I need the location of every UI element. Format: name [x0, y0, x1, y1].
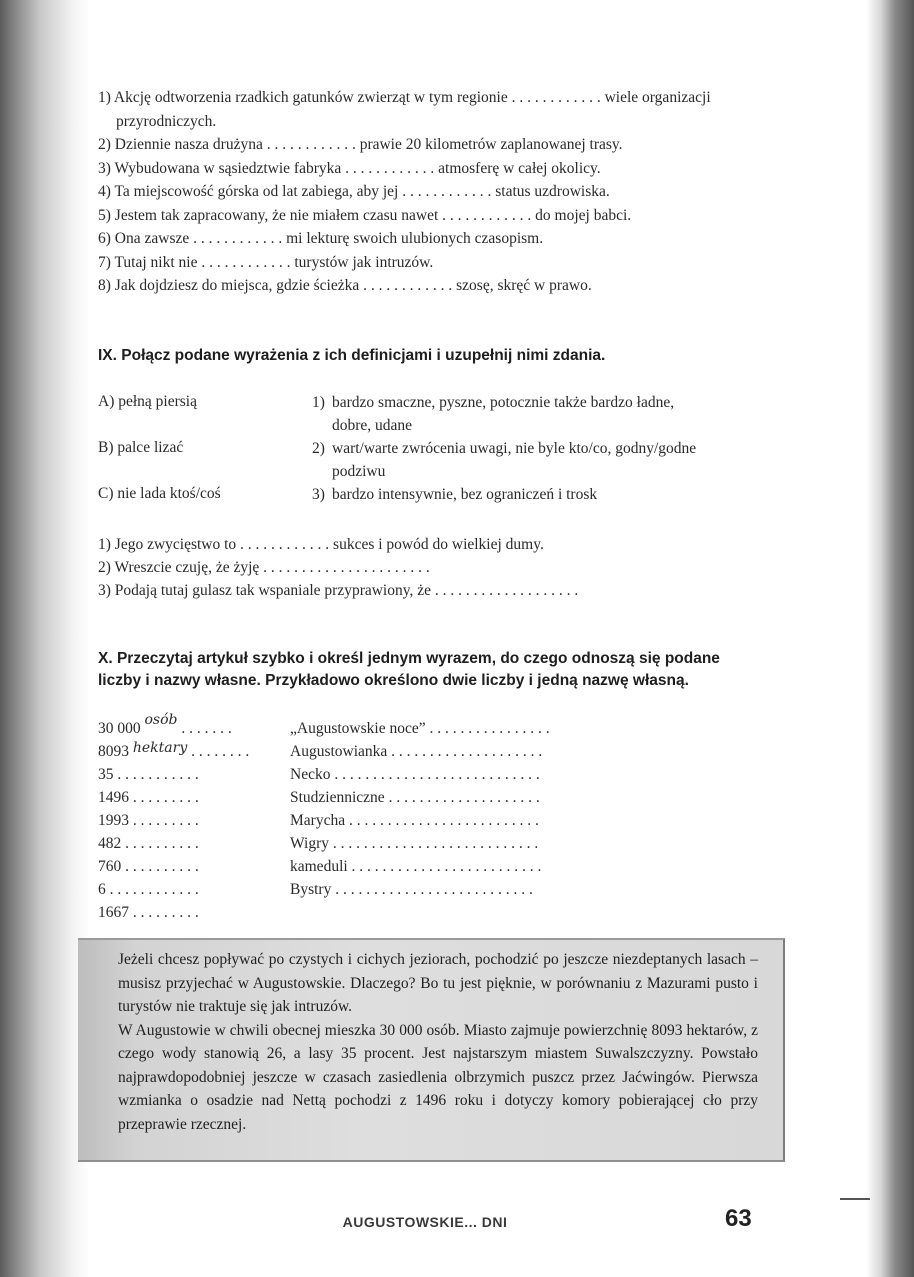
answer-dots: . . . . . . . . — [187, 743, 250, 760]
name-row: Wigry . . . . . . . . . . . . . . . . . . . . . . . . . . . — [290, 835, 539, 852]
number-row — [98, 901, 249, 924]
number-row — [98, 809, 249, 832]
footer-title: AUGUSTOWSKIE... DNI — [342, 1214, 508, 1230]
number-row — [98, 712, 249, 740]
answer-dots: . . . . . . . . . — [129, 812, 199, 829]
number-row — [98, 878, 249, 901]
number-row — [98, 832, 249, 855]
exercise-x-heading-line1: X. Przeczytaj artykuł szybko i określ jednym wyrazem, do czego odnoszą się podane — [98, 650, 720, 667]
exercise-ix-sentences — [98, 533, 578, 602]
article-paragraph: Jeżeli chcesz popływać po czystych i cichych jeziorach, pochodzić po jeszcze niezdeptanych lasach – musisz przyjechać w Augustowskie. Dlaczego? Bo tu jest pięknie, w porównaniu z Mazurami pusto i turystów nie traktuje się jak intruzów. — [118, 951, 758, 1015]
list-item: 1) Jego zwycięstwo to . . . . . . . . . . . . sukces i powód do wielkiej dumy. — [98, 536, 544, 553]
article-paragraph: W Augustowie w chwili obecnej mieszka 30 000 osób. Miasto zajmuje powierzchnię 8093 hektarów, z czego wody stanowią 26, a lasy 35 procent. Jest najstarszym miastem Suwalszczyzny. Powstało najprawdopodobniej jeszcze w czasach zasiedlenia olbrzymich puszcz przez Jaćwingów. Pierwsza wzmianka o osadzie nad Nettą pochodzi z 1496 roku i dotyczy komory pobierającej cło przy przeprawie rzecznej. — [118, 1021, 758, 1133]
answer-dots: . . . . . . . . . . . — [113, 766, 199, 783]
answer-dots: . . . . . . . . . — [129, 904, 199, 921]
definition-3 — [312, 483, 752, 506]
answer-dots: . . . . . . . . . — [129, 789, 199, 806]
exercise-viii-list — [98, 86, 778, 298]
numbers-column — [98, 712, 250, 924]
definition-text-cont: podziwu — [332, 463, 386, 480]
name-row: Augustowianka . . . . . . . . . . . . . . . . . . . . — [290, 743, 543, 760]
name-row: kameduli . . . . . . . . . . . . . . . . . . . . . . . . . — [290, 858, 542, 875]
name-row: Marycha . . . . . . . . . . . . . . . . . . . . . . . . . — [290, 812, 539, 829]
number-value: 760 — [98, 858, 122, 875]
definition-number: 3) — [312, 486, 325, 503]
number-value: 1496 — [98, 789, 129, 806]
number-value: 30 000 — [98, 720, 141, 737]
expression-c: C) nie lada ktoś/coś — [98, 485, 221, 502]
definition-text: bardzo smaczne, pyszne, potocznie także bardzo ładne, — [332, 394, 675, 411]
number-value: 1667 — [98, 904, 129, 921]
definition-text-cont: dobre, udane — [332, 417, 413, 434]
number-value: 482 — [98, 835, 122, 852]
list-item: 2) Dziennie nasza drużyna . . . . . . . . . . . . prawie 20 kilometrów zaplanowanej trasy. — [98, 136, 623, 153]
number-row — [98, 763, 249, 786]
list-item: 3) Podają tutaj gulasz tak wspaniale przyprawiony, że . . . . . . . . . . . . . . . . . . . — [98, 582, 579, 599]
list-item: 4) Ta miejscowość górska od lat zabiega, aby jej . . . . . . . . . . . . status uzdrowiska. — [98, 183, 610, 200]
exercise-x-heading-line2: liczby i nazwy własne. Przykładowo określono dwie liczby i jedną nazwę własną. — [98, 672, 689, 689]
answer-dots: . . . . . . . . . . — [121, 835, 199, 852]
page-number: 63 — [725, 1205, 752, 1232]
definition-text: wart/warte zwrócenia uwagi, nie byle kto/co, godny/godne — [332, 440, 697, 457]
number-value: 8093 — [98, 743, 129, 760]
answer-dots: . . . . . . . . . . . . — [105, 881, 199, 898]
handwritten-answer: hektary — [132, 740, 188, 756]
number-row — [98, 855, 249, 878]
definition-text: bardzo intensywnie, bez ograniczeń i trosk — [332, 486, 598, 503]
list-item: 3) Wybudowana w sąsiedztwie fabryka . . . . . . . . . . . . atmosferę w całej okolicy. — [98, 159, 601, 177]
definition-number: 1) — [312, 394, 325, 411]
list-item: 1) Akcję odtworzenia rzadkich gatunków zwierząt w tym regionie . . . . . . . . . . . . wiele organizacji przyrodniczych. — [98, 89, 711, 130]
number-value: 1993 — [98, 812, 129, 829]
answer-dots: . . . . . . . . . . — [121, 858, 199, 875]
name-row: „Augustowskie noce” . . . . . . . . . . . . . . . . — [290, 720, 550, 737]
list-item: 8) Jak dojdziesz do miejsca, gdzie ścieżka . . . . . . . . . . . . szosę, skręć w prawo. — [98, 277, 592, 294]
number-value: 35 — [98, 766, 114, 783]
footer-rule — [840, 1198, 870, 1200]
definition-1 — [312, 391, 752, 437]
expression-a: A) pełną piersią — [98, 393, 197, 410]
number-row — [98, 740, 249, 763]
definition-number: 2) — [312, 440, 325, 457]
list-item: 2) Wreszcie czuję, że żyję . . . . . . . . . . . . . . . . . . . . . . — [98, 559, 430, 576]
exercise-ix-heading: IX. Połącz podane wyrażenia z ich definicjami i uzupełnij nimi zdania. — [98, 347, 606, 364]
handwritten-answer: osób — [144, 712, 178, 728]
list-item: 7) Tutaj nikt nie . . . . . . . . . . . . turystów jak intruzów. — [98, 253, 434, 271]
name-row: Necko . . . . . . . . . . . . . . . . . . . . . . . . . . . — [290, 766, 540, 783]
list-item: 5) Jestem tak zapracowany, że nie miałem czasu nawet . . . . . . . . . . . . do mojej babci. — [98, 206, 632, 224]
number-row — [98, 786, 249, 809]
definition-2 — [312, 437, 752, 483]
name-row: Studzienniczne . . . . . . . . . . . . . . . . . . . . — [290, 789, 540, 806]
names-column — [290, 717, 550, 901]
list-item: 6) Ona zawsze . . . . . . . . . . . . mi lekturę swoich ulubionych czasopism. — [98, 230, 544, 247]
article-text — [118, 948, 758, 1136]
expression-b: B) palce lizać — [98, 439, 184, 456]
answer-dots: . . . . . . . — [177, 720, 232, 737]
name-row: Bystry . . . . . . . . . . . . . . . . . . . . . . . . . . — [290, 881, 533, 898]
number-value: 6 — [98, 881, 106, 898]
